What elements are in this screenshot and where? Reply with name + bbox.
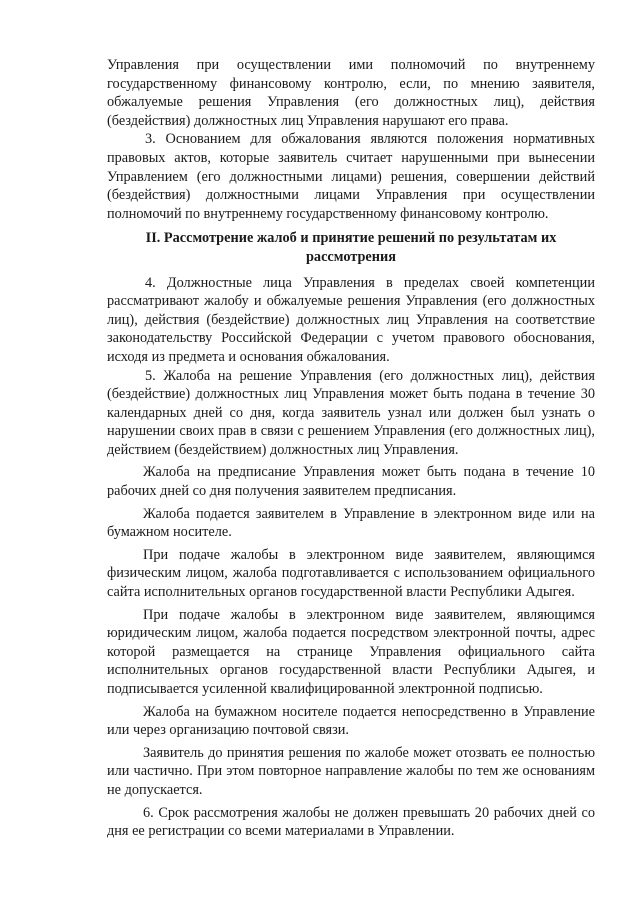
paragraph-continuation: Управления при осуществлении ими полномочий по внутреннему государственному финансовому контролю, если, по мнению заявителя, обжалуемые решения Управления (его должностных лиц), действия (бездействия) должностных лиц Управления нарушают его права.: [107, 57, 595, 129]
paragraph-3: 3. Основанием для обжалования являются положения нормативных правовых актов, которые заявитель считает нарушенными при вынесении Управлением (его должностными лицами) решения, совершении действий (бездействия) должностными лицами Управления при осуществлении полномочий по внутреннему государственному финансовому контролю.: [107, 131, 595, 222]
paragraph-5: 5. Жалоба на решение Управления (его должностных лиц), действия (бездействие) должностных лиц Управления может быть подана в течение 30 календарных дней со дня, когда заявитель узнал или должен был узнать о нарушении своих прав в связи с решением Управления (его должностных лиц), действием (бездействием) должностных лиц Управления.: [107, 367, 595, 458]
section-heading: II. Рассмотрение жалоб и принятие решений по результатам их рассмотрения: [145, 230, 557, 265]
document-body: [107, 56, 595, 841]
paragraph-withdrawal: Заявитель до принятия решения по жалобе может отозвать ее полностью или частично. При этом повторное направление жалобы по тем же основаниям не допускается.: [107, 744, 595, 798]
paragraph-6: 6. Срок рассмотрения жалобы не должен превышать 20 рабочих дней со дня ее регистрации со всеми материалами в Управлении.: [107, 804, 595, 840]
paragraph-electronic-legal: При подаче жалобы в электронном виде заявителем, являющимся юридическим лицом, жалоба подается посредством электронной почты, адрес которой размещается на странице Управления официального сайта исполнительных органов государственной власти Республики Адыгея, и подписывается усиленной квалифицированной электронной подписью.: [107, 606, 595, 697]
paragraph-4: 4. Должностные лица Управления в пределах своей компетенции рассматривают жалобу и обжалуемые решения Управления (его должностных лиц), действия (бездействие) должностных лиц Управления на соответствие законодательству Российской Федерации с учетом правового обоснования, исходя из предмета и основания обжалования.: [107, 274, 595, 365]
paragraph-prescription: Жалоба на предписание Управления может быть подана в течение 10 рабочих дней со дня получения заявителем предписания.: [107, 464, 595, 500]
paragraph-submission: Жалоба подается заявителем в Управление в электронном виде или на бумажном носителе.: [107, 505, 595, 541]
paragraph-electronic-individual: При подаче жалобы в электронном виде заявителем, являющимся физическим лицом, жалоба подготавливается с использованием официального сайта исполнительных органов государственной власти Республики Адыгея.: [107, 546, 595, 601]
paragraph-paper: Жалоба на бумажном носителе подается непосредственно в Управление или через организацию почтовой связи.: [107, 703, 595, 739]
